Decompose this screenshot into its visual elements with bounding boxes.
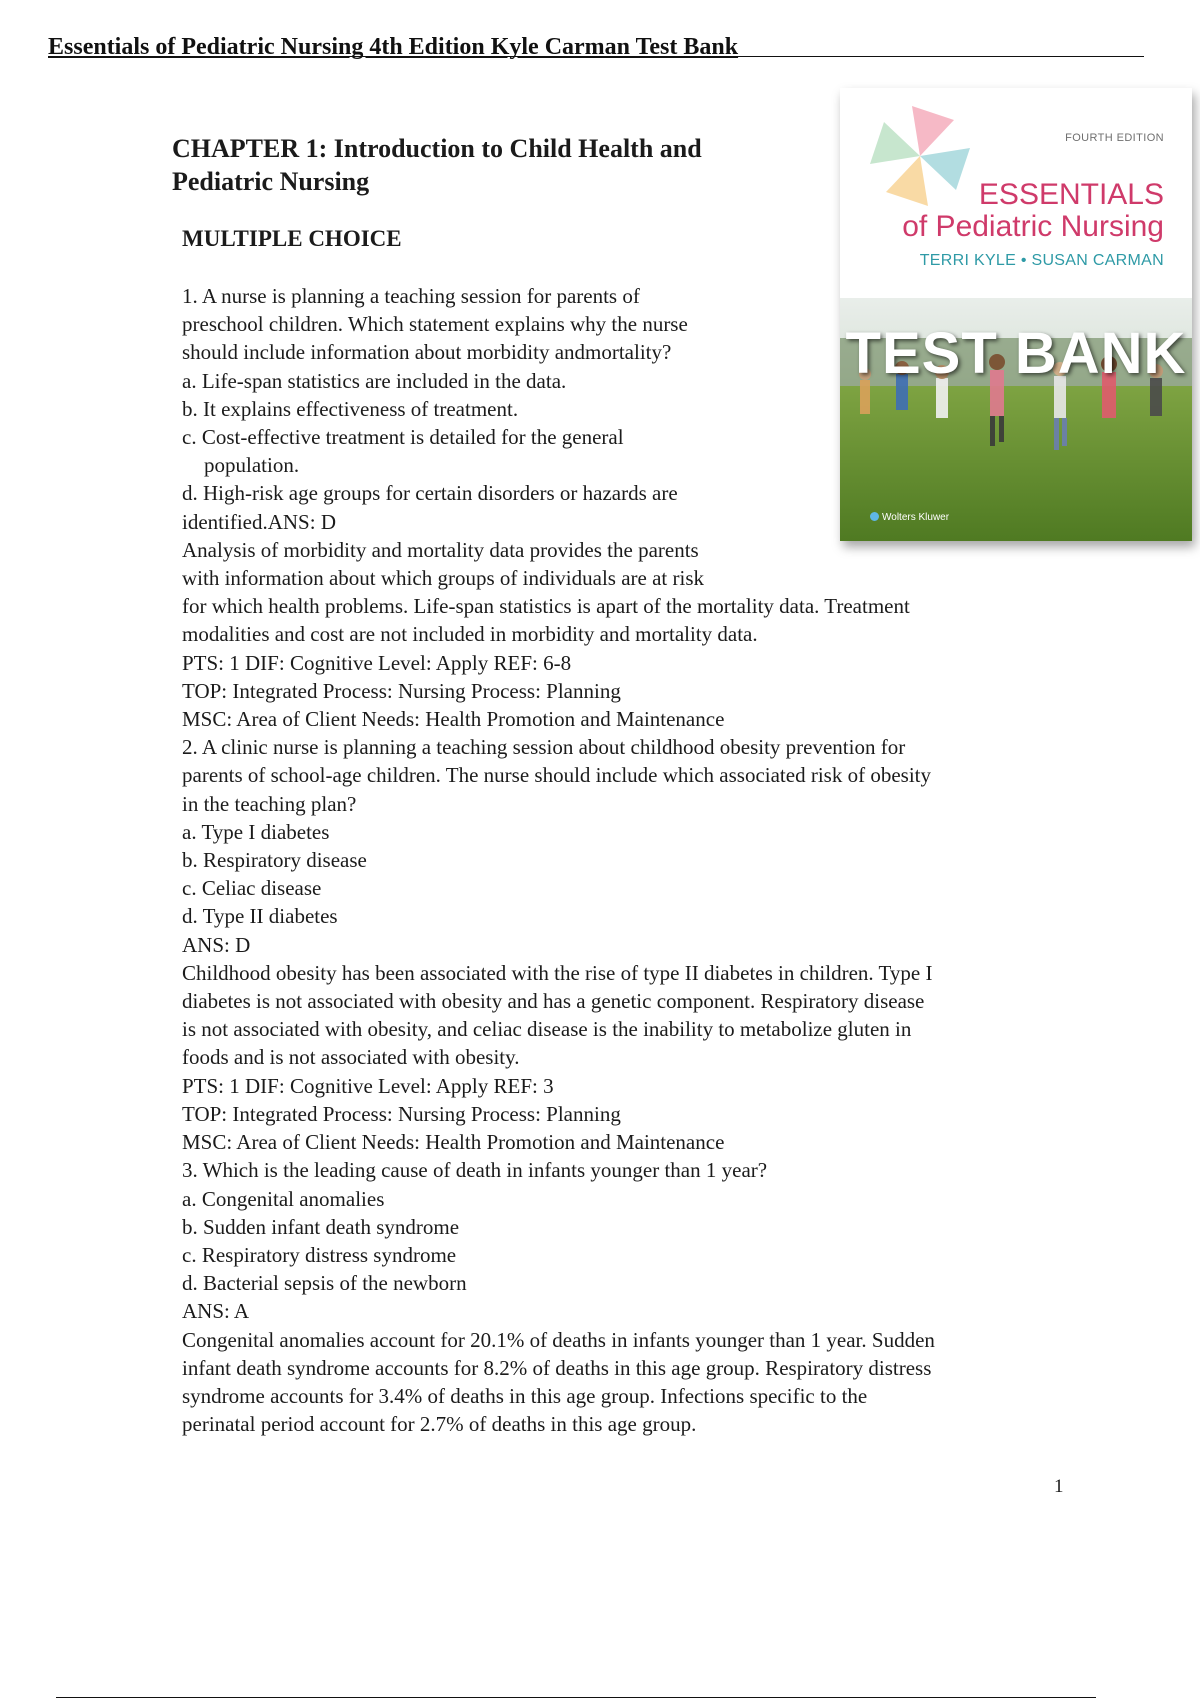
header-rule: [48, 56, 1144, 57]
q1-option-c-continued: population.: [204, 453, 300, 478]
q3-rationale-line-3: syndrome accounts for 3.4% of deaths in this age group. Infections specific to the: [182, 1383, 868, 1408]
q1-option-c: c. Cost-effective treatment is detailed for the general: [182, 425, 624, 450]
chapter-title-line-1: CHAPTER 1: Introduction to Child Health and: [172, 134, 702, 163]
pinwheel-icon: [860, 94, 980, 214]
q1-rationale-line-4: modalities and cost are not included in morbidity and mortality data.: [182, 622, 758, 647]
q3-stem: 3. Which is the leading cause of death in infants younger than 1 year?: [182, 1158, 768, 1183]
cover-edition: FOURTH EDITION: [1065, 132, 1164, 144]
q1-rationale-line-3: for which health problems. Life-span statistics is apart of the mortality data. Treatment: [182, 594, 910, 619]
q2-stem-line-3: in the teaching plan?: [182, 791, 357, 816]
q1-points: PTS: 1 DIF: Cognitive Level: Apply REF: 6-8: [182, 650, 572, 675]
document-title: Essentials of Pediatric Nursing 4th Edition Kyle Carman Test Bank: [48, 34, 739, 60]
q2-client-needs: MSC: Area of Client Needs: Health Promotion and Maintenance: [182, 1130, 725, 1155]
q1-topic: TOP: Integrated Process: Nursing Process: Planning: [182, 678, 621, 703]
q2-stem-line-1: 2. A clinic nurse is planning a teaching session about childhood obesity prevention for: [182, 735, 906, 760]
q1-option-a: a. Life-span statistics are included in the data.: [182, 368, 567, 393]
q3-option-b: b. Sudden infant death syndrome: [182, 1214, 460, 1239]
q1-option-d-answer: identified.ANS: D: [182, 509, 336, 534]
chapter-title-line-2: Pediatric Nursing: [172, 167, 370, 196]
q1-rationale-line-1: Analysis of morbidity and mortality data provides the parents: [182, 537, 699, 562]
page-number: 1: [1054, 1476, 1064, 1497]
q3-answer: ANS: A: [182, 1299, 250, 1324]
q2-rationale-line-4: foods and is not associated with obesity.: [182, 1045, 520, 1070]
question-3: [182, 1156, 1062, 1438]
section-heading: MULTIPLE CHOICE: [182, 226, 402, 251]
q2-option-d: d. Type II diabetes: [182, 904, 338, 929]
q2-rationale-line-3: is not associated with obesity, and celiac disease is the inability to metabolize gluten in: [182, 1017, 912, 1042]
cover-title: ESSENTIALS: [978, 178, 1164, 211]
cover-subtitle: of Pediatric Nursing: [902, 210, 1164, 243]
cover-authors: TERRI KYLE • SUSAN CARMAN: [919, 252, 1164, 269]
q2-option-c: c. Celiac disease: [182, 876, 322, 901]
q2-answer: ANS: D: [182, 932, 251, 957]
q2-stem-line-2: parents of school-age children. The nurse should include which associated risk of obesity: [182, 763, 931, 788]
q3-option-a: a. Congenital anomalies: [182, 1186, 385, 1211]
q1-option-b: b. It explains effectiveness of treatment.: [182, 396, 519, 421]
publisher-name: Wolters Kluwer: [882, 512, 950, 523]
question-1: [182, 282, 1062, 733]
q2-topic: TOP: Integrated Process: Nursing Process: Planning: [182, 1101, 621, 1126]
q3-rationale-line-2: infant death syndrome accounts for 8.2% of deaths in this age group. Respiratory distress: [182, 1355, 932, 1380]
q3-option-c: c. Respiratory distress syndrome: [182, 1242, 457, 1267]
q3-rationale-line-4: perinatal period account for 2.7% of deaths in this age group.: [182, 1412, 697, 1437]
q2-option-a: a. Type I diabetes: [182, 819, 330, 844]
q2-option-b: b. Respiratory disease: [182, 848, 367, 873]
q1-stem-line-1: 1. A nurse is planning a teaching session for parents of: [182, 284, 640, 308]
q1-client-needs: MSC: Area of Client Needs: Health Promotion and Maintenance: [182, 707, 725, 732]
q2-points: PTS: 1 DIF: Cognitive Level: Apply REF: 3: [182, 1073, 554, 1098]
chapter-title: [172, 132, 772, 198]
footer-rule: [56, 1697, 1096, 1698]
q1-option-d: d. High-risk age groups for certain disorders or hazards are: [182, 481, 678, 506]
q1-stem-line-2: preschool children. Which statement explains why the nurse: [182, 312, 688, 337]
q1-stem-line-3: should include information about morbidity andmortality?: [182, 340, 672, 365]
q2-rationale-line-2: diabetes is not associated with obesity and has a genetic component. Respiratory disease: [182, 989, 925, 1014]
test-bank-stamp: TEST BANK: [845, 321, 1187, 386]
q3-option-d: d. Bacterial sepsis of the newborn: [182, 1271, 467, 1296]
q2-rationale-line-1: Childhood obesity has been associated with the rise of type II diabetes in children. Type I: [182, 960, 933, 985]
question-2: [182, 733, 1062, 1156]
q1-rationale-line-2: with information about which groups of individuals are at risk: [182, 566, 704, 591]
q3-rationale-line-1: Congenital anomalies account for 20.1% of deaths in infants younger than 1 year. Sudden: [182, 1327, 935, 1352]
questions-body: [182, 282, 1062, 1438]
